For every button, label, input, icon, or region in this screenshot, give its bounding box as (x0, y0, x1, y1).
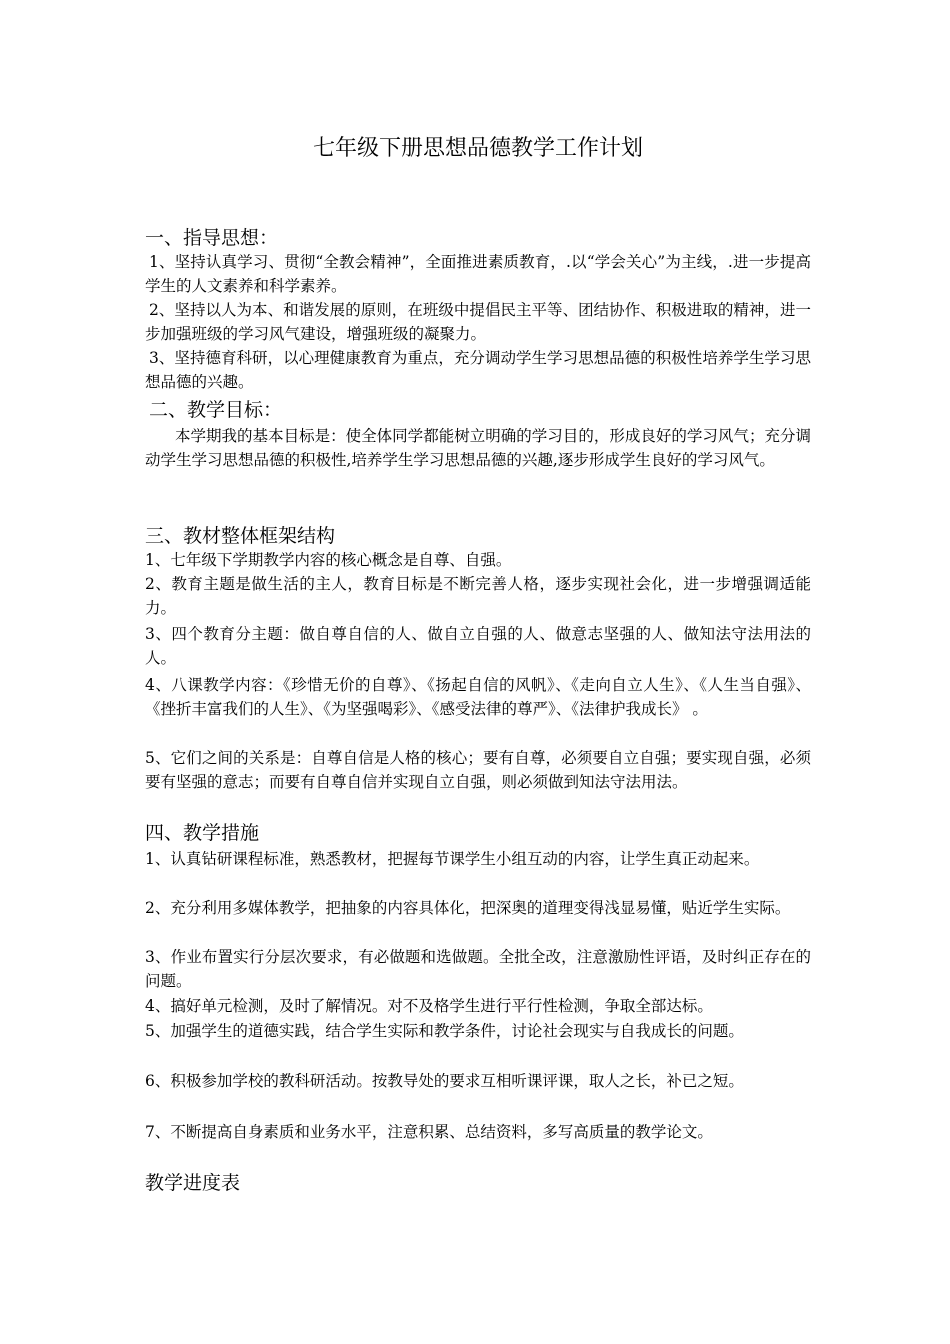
paragraph: 4、搞好单元检测，及时了解情况。对不及格学生进行平行性检测，争取全部达标。 (145, 997, 713, 1015)
section-heading-guiding-ideology: 一、指导思想： (145, 227, 279, 249)
section-heading-teaching-measures: 四、教学措施 (145, 822, 260, 844)
section-heading-schedule: 教学进度表 (145, 1172, 241, 1194)
paragraph: 6、积极参加学校的教科研活动。按教导处的要求互相听课评课，取人之长，补已之短。 (145, 1072, 744, 1090)
document-title: 七年级下册思想品德教学工作计划 (312, 136, 643, 161)
paragraph: 5、加强学生的道德实践，结合学生实际和教学条件，讨论社会现实与自我成长的问题。 (145, 1022, 744, 1040)
paragraph: 2、充分利用多媒体教学，把抽象的内容具体化，把深奥的道理变得浅显易懂，贴近学生实际。 (145, 899, 791, 917)
section-heading-teaching-goals: 二、教学目标： (149, 399, 283, 421)
paragraph: 3、坚持德育科研，以心理健康教育为重点，充分调动学生学习思想品德的积极性培养学生学习思想品德的兴趣。 (145, 349, 811, 391)
paragraph: 1、认真钻研课程标准，熟悉教材，把握每节课学生小组互动的内容，让学生真正动起来。 (145, 850, 760, 868)
paragraph: 4、八课教学内容：《珍惜无价的自尊》、《扬起自信的风帆》、《走向自立人生》、《人生当自强》、《挫折丰富我们的人生》、《为坚强喝彩》、《感受法律的尊严》、《法律护我成长》 。 (145, 676, 811, 718)
paragraph: 7、不断提高自身素质和业务水平，注意积累、总结资料，多写高质量的教学论文。 (145, 1123, 713, 1141)
paragraph: 1、坚持认真学习、贯彻“全教会精神”，全面推进素质教育，.以“学会关心”为主线，.进一步提高学生的人文素养和科学素养。 (145, 253, 811, 295)
paragraph: 2、坚持以人为本、和谐发展的原则，在班级中提倡民主平等、团结协作、积极进取的精神，进一步加强班级的学习风气建设，增强班级的凝聚力。 (145, 301, 811, 343)
paragraph: 2、教育主题是做生活的主人，教育目标是不断完善人格，逐步实现社会化，进一步增强调适能力。 (145, 575, 811, 617)
section-heading-textbook-framework: 三、教材整体框架结构 (145, 525, 336, 547)
paragraph: 1、七年级下学期教学内容的核心概念是自尊、自强。 (145, 551, 512, 569)
paragraph: 本学期我的基本目标是：使全体同学都能树立明确的学习目的，形成良好的学习风气；充分调动学生学习思想品德的积极性,培养学生学习思想品德的兴趣,逐步形成学生良好的学习风气。 (145, 427, 811, 469)
paragraph: 3、作业布置实行分层次要求，有必做题和选做题。全批全改，注意激励性评语，及时纠正存在的问题。 (145, 948, 811, 990)
paragraph: 5、它们之间的关系是：自尊自信是人格的核心；要有自尊，必须要自立自强；要实现自强，必须要有坚强的意志；而要有自尊自信并实现自立自强，则必须做到知法守法用法。 (145, 749, 811, 791)
paragraph: 3、四个教育分主题：做自尊自信的人、做自立自强的人、做意志坚强的人、做知法守法用法的人。 (145, 625, 811, 667)
